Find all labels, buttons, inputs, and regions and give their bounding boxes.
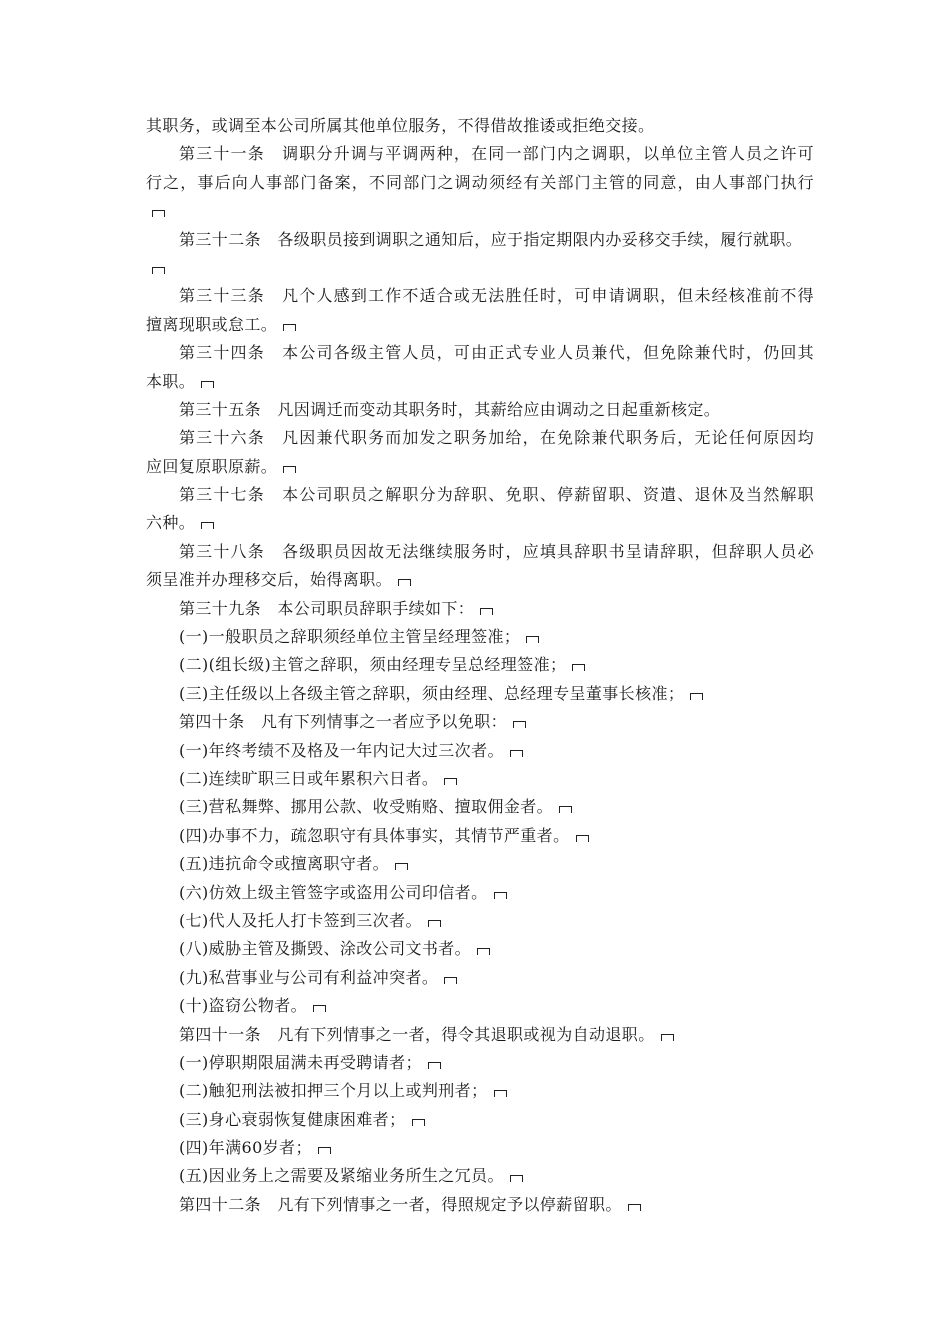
text-line	[146, 907, 814, 935]
text-line	[146, 538, 814, 566]
text-line	[146, 396, 814, 424]
text-line-content: 第三十七条 本公司职员之解职分为辞职、免职、停薪留职、资遣、退休及当然解职	[179, 485, 814, 505]
paragraph-mark-icon	[283, 322, 296, 332]
text-line	[146, 282, 814, 310]
paragraph-mark-icon	[412, 1117, 425, 1127]
paragraph-mark-icon	[690, 691, 703, 701]
paragraph-mark-icon	[513, 719, 526, 729]
text-line-content: (一)一般职员之辞职须经单位主管呈经理签准；	[179, 627, 521, 647]
text-line	[146, 453, 814, 481]
text-line-content: (五)因业务上之需要及紧缩业务所生之冗员。	[179, 1166, 504, 1186]
text-line-content: (二)触犯刑法被扣押三个月以上或判刑者；	[179, 1081, 488, 1101]
text-line	[146, 737, 814, 765]
text-line-content: (十)盗窃公物者。	[179, 996, 308, 1016]
text-line	[146, 1162, 814, 1190]
paragraph-mark-icon	[559, 804, 572, 814]
text-line-content: 第三十九条 本公司职员辞职手续如下：	[179, 598, 475, 618]
text-line-content: 第三十六条 凡因兼代职务而加发之职务加给，在免除兼代职务后，无论任何原因均	[179, 428, 814, 448]
text-line-content: (三)身心衰弱恢复健康困难者；	[179, 1109, 406, 1129]
text-line	[146, 793, 814, 821]
paragraph-mark-icon	[444, 776, 457, 786]
paragraph-mark-icon	[661, 1032, 674, 1042]
text-line	[146, 1077, 814, 1105]
text-line	[146, 879, 814, 907]
paragraph-mark-icon	[576, 833, 589, 843]
text-line	[146, 708, 814, 736]
text-line	[146, 140, 814, 168]
text-line-content: 第三十二条 各级职员接到调职之通知后，应于指定期限内办妥移交手续，履行就职。	[179, 229, 803, 249]
text-line	[146, 1106, 814, 1134]
text-line	[146, 509, 814, 537]
text-line-content: (八)威胁主管及撕毁、涂改公司文书者。	[179, 939, 472, 959]
text-line-content: (一)停职期限届满未再受聘请者；	[179, 1052, 422, 1072]
text-line	[146, 822, 814, 850]
text-line-content: 六种。	[146, 513, 196, 533]
text-line	[146, 339, 814, 367]
text-line-content: (二)连续旷职三日或年累积六日者。	[179, 768, 439, 788]
paragraph-mark-icon	[398, 577, 411, 587]
text-line-content: 须呈准并办理移交后，始得离职。	[146, 570, 393, 590]
paragraph-mark-icon	[510, 748, 523, 758]
paragraph-mark-icon	[201, 520, 214, 530]
text-line	[146, 595, 814, 623]
document-page	[146, 112, 814, 1219]
paragraph-mark-icon	[152, 265, 165, 275]
text-line	[146, 680, 814, 708]
text-line-content: 第三十四条 本公司各级主管人员，可由正式专业人员兼代，但免除兼代时，仍回其	[179, 343, 814, 363]
paragraph-mark-icon	[283, 464, 296, 474]
text-line-content: (九)私营事业与公司有利益冲突者。	[179, 967, 439, 987]
text-line-content: 第三十八条 各级职员因故无法继续服务时，应填具辞职书呈请辞职，但辞职人员必	[179, 541, 814, 561]
text-line	[146, 169, 814, 197]
text-line-content: 第四十二条 凡有下列情事之一者，得照规定予以停薪留职。	[179, 1194, 622, 1214]
text-line-content: 本职。	[146, 371, 196, 391]
text-line-content: 行之，事后向人事部门备案，不同部门之调动须经有关部门主管的同意，由人事部门执行	[146, 172, 814, 192]
text-line	[146, 424, 814, 452]
paragraph-mark-icon	[428, 918, 441, 928]
text-line	[146, 850, 814, 878]
paragraph-mark-icon	[395, 861, 408, 871]
text-line-content: (五)违抗命令或擅离职守者。	[179, 854, 390, 874]
text-line	[146, 226, 814, 254]
text-line	[146, 566, 814, 594]
text-line	[146, 964, 814, 992]
paragraph-mark-icon	[444, 975, 457, 985]
text-line	[146, 992, 814, 1020]
text-line-content: 第四十条 凡有下列情事之一者应予以免职：	[179, 712, 508, 732]
text-line	[146, 1191, 814, 1219]
paragraph-mark-icon	[477, 946, 490, 956]
text-line	[146, 1134, 814, 1162]
paragraph-mark-icon	[152, 208, 165, 218]
text-line	[146, 765, 814, 793]
text-line	[146, 311, 814, 339]
text-line-content: (一)年终考绩不及格及一年内记大过三次者。	[179, 740, 504, 760]
paragraph-mark-icon	[201, 379, 214, 389]
paragraph-mark-icon	[480, 606, 493, 616]
paragraph-mark-icon	[526, 634, 539, 644]
text-line	[146, 368, 814, 396]
paragraph-mark-icon	[428, 1060, 441, 1070]
text-line-content: (四)年满60岁者；	[179, 1138, 312, 1158]
text-line-content: (四)办事不力，疏忽职守有具体事实，其情节严重者。	[179, 825, 570, 845]
text-line	[146, 254, 814, 282]
text-line	[146, 112, 814, 140]
text-line-content: (七)代人及托人打卡签到三次者。	[179, 910, 422, 930]
text-line	[146, 651, 814, 679]
paragraph-mark-icon	[313, 1003, 326, 1013]
paragraph-mark-icon	[494, 1088, 507, 1098]
text-line-content: (三)营私舞弊、挪用公款、收受贿赂、擅取佣金者。	[179, 797, 554, 817]
text-line	[146, 935, 814, 963]
text-line	[146, 623, 814, 651]
text-line	[146, 1049, 814, 1077]
text-line-content: 应回复原职原薪。	[146, 456, 278, 476]
text-line-content: (二)(组长级)主管之辞职，须由经理专呈总经理签准；	[179, 655, 567, 675]
paragraph-mark-icon	[572, 662, 585, 672]
text-line-content: 其职务，或调至本公司所属其他单位服务，不得借故推诿或拒绝交接。	[146, 116, 655, 135]
text-line-content: 擅离现职或怠工。	[146, 314, 278, 334]
text-line	[146, 197, 814, 225]
text-line-content: (三)主任级以上各级主管之辞职，须由经理、总经理专呈董事长核准；	[179, 683, 685, 703]
text-line-content: 第四十一条 凡有下列情事之一者，得令其退职或视为自动退职。	[179, 1024, 655, 1044]
text-line	[146, 1021, 814, 1049]
text-line-content: 第三十三条 凡个人感到工作不适合或无法胜任时，可申请调职，但未经核准前不得	[179, 286, 814, 306]
paragraph-mark-icon	[318, 1145, 331, 1155]
text-line-content: (六)仿效上级主管签字或盗用公司印信者。	[179, 882, 488, 902]
text-line-content: 第三十一条 调职分升调与平调两种，在同一部门内之调职，以单位主管人员之许可	[179, 144, 814, 164]
paragraph-mark-icon	[628, 1202, 641, 1212]
paragraph-mark-icon	[510, 1173, 523, 1183]
paragraph-mark-icon	[494, 890, 507, 900]
text-line	[146, 481, 814, 509]
text-line-content: 第三十五条 凡因调迁而变动其职务时，其薪给应由调动之日起重新核定。	[179, 399, 721, 419]
